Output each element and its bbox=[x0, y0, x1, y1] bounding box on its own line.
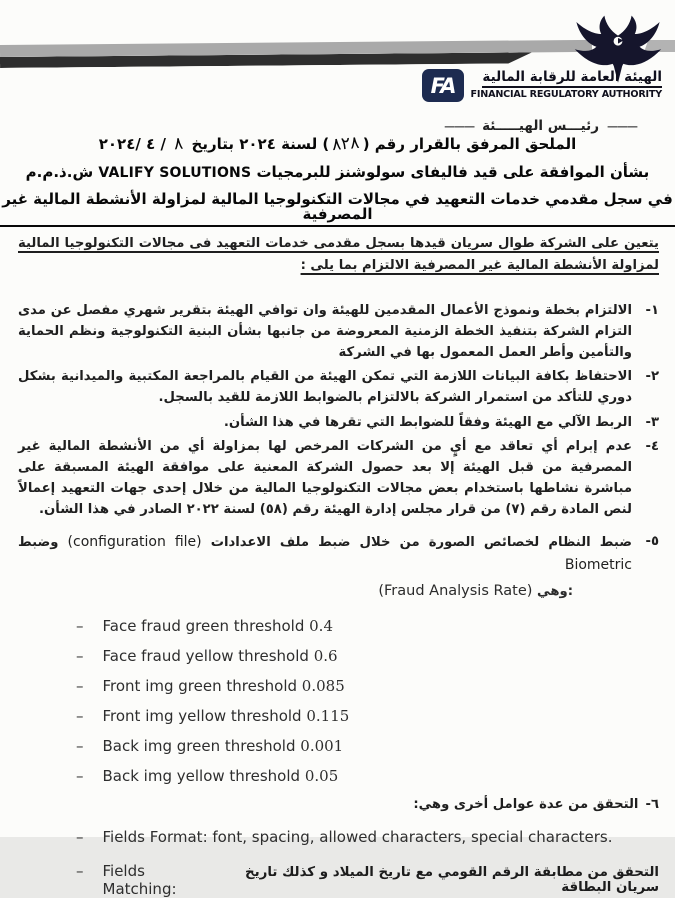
chairman-dash-right: ——— bbox=[607, 119, 637, 133]
fields-matching-item bbox=[18, 862, 659, 898]
obligation-item-2 bbox=[18, 366, 659, 408]
item-number: ٢- bbox=[645, 369, 659, 385]
dash-bullet-icon: – bbox=[76, 676, 84, 695]
threshold-list bbox=[18, 617, 659, 785]
fra-logo bbox=[422, 69, 662, 102]
fraud-analysis-rate-english: (Fraud Analysis Rate) bbox=[378, 582, 533, 599]
title-line2-arabic: بشأن الموافقة على قيد فاليفاى سولوشنز للبرمجيات bbox=[256, 163, 650, 181]
dash-bullet-icon: – bbox=[76, 827, 84, 846]
item5-arabic-1: ضبط النظام لخصائص الصورة من خلال ضبط ملف الاعدادات bbox=[210, 535, 633, 551]
chairman-dash-left: ——— bbox=[444, 119, 475, 133]
item-number: ١- bbox=[645, 302, 659, 318]
fields-format-item bbox=[18, 828, 659, 846]
item-text: الربط الآلي مع الهيئة وفقاً للضوابط التي تقرها في هذا الشأن. bbox=[223, 414, 632, 430]
item-number: ٦- bbox=[645, 796, 659, 812]
threshold-label: Face fraud green threshold bbox=[102, 616, 305, 635]
company-name-english: VALIFY SOLUTIONS bbox=[98, 165, 252, 181]
item-text: عدم إبرام أي تعاقد مع أيٍ من الشركات المرخص لها بمزاولة أي من الأنشطة المالية غير المصرفية من قبل الهيئة إلا بعد حصول الشركة المعنية على موافقة الهيئة المسبقة على مباشرة نشاطها باستخدام بعض مجالات التكنولوجيا المالية من خلال إحدى جهات التعهيد إعمالاً لنص المادة رقم (٧) من قرار مجلس إدارة الهيئة رقم (٥٨) لسنة ٢٠٢٢ الصادر في هذا الشأن. bbox=[18, 438, 632, 517]
chairman-title bbox=[444, 118, 637, 134]
chairman-label: رئيـــس الهيـــــئة bbox=[482, 118, 599, 134]
item-text: التحقق من عدة عوامل أخرى وهي: bbox=[413, 796, 639, 812]
dash-bullet-icon: – bbox=[76, 766, 84, 785]
fraud-analysis-rate-arabic: وهي: bbox=[537, 583, 573, 599]
item5-biometric: Biometric bbox=[564, 556, 632, 573]
dash-bullet-icon: – bbox=[76, 616, 84, 635]
dash-bullet-icon: – bbox=[76, 861, 84, 880]
obligation-item-4 bbox=[18, 436, 659, 521]
threshold-item bbox=[76, 767, 659, 785]
threshold-value: 0.4 bbox=[309, 616, 333, 635]
intro-paragraph: يتعين على الشركة طوال سريان قيدها بسجل مقدمى خدمات التعهيد فى مجالات التكنولوجيا المالية لمزاولة الأنشطة المالية غير المصرفية الالتزام بما يلى : bbox=[18, 236, 659, 274]
obligation-item-1 bbox=[18, 300, 659, 363]
threshold-item bbox=[76, 707, 659, 725]
date-day-handwritten: ٨ bbox=[173, 133, 185, 155]
item-number: ٤- bbox=[645, 438, 659, 454]
dash-bullet-icon: – bbox=[76, 646, 84, 665]
threshold-value: 0.085 bbox=[301, 676, 345, 695]
item-text bbox=[18, 531, 632, 576]
threshold-value: 0.6 bbox=[313, 646, 338, 665]
threshold-label: Front img green threshold bbox=[102, 676, 298, 695]
obligations-list bbox=[18, 300, 659, 576]
threshold-item bbox=[76, 617, 659, 635]
threshold-value: 0.115 bbox=[306, 706, 350, 725]
title-line1-part3: / ٤ /٢٠٢٤ bbox=[98, 135, 166, 153]
title-line1-part1: الملحق المرفق بالقرار رقم ( bbox=[362, 135, 577, 153]
item-text: الاحتفاظ بكافة البيانات اللازمة التي تمكن الهيئة من القيام بالمراجعة المكتبية والميدانية بشكل دوري للتأكد من استمرار الشركة بالالتزام بالضوابط اللازمة للقيد بالسجل. bbox=[18, 369, 632, 406]
threshold-value: 0.05 bbox=[304, 766, 339, 785]
decree-title-line2 bbox=[0, 165, 675, 180]
threshold-label: Back img yellow threshold bbox=[102, 766, 301, 785]
document-body bbox=[18, 233, 659, 898]
item5-configuration-file: (configuration file) bbox=[67, 534, 202, 551]
fields-matching-label: Fields Matching: bbox=[102, 861, 177, 898]
obligation-item-6 bbox=[18, 797, 659, 812]
item-number: ٥- bbox=[645, 534, 659, 550]
fields-format-text: Fields Format: font, spacing, allowed characters, special characters. bbox=[102, 827, 613, 846]
item5-arabic-2: وضبط bbox=[18, 535, 59, 551]
threshold-label: Back img green threshold bbox=[102, 736, 296, 755]
fields-matching-arabic: التحقق من مطابقة الرقم القومي مع تاريخ الميلاد و كذلك تاريخ سريان البطاقة bbox=[244, 864, 659, 895]
threshold-label: Front img yellow threshold bbox=[102, 706, 302, 725]
threshold-item bbox=[76, 677, 659, 695]
threshold-item bbox=[76, 647, 659, 665]
company-legal-form: ش.ذ.م.م bbox=[25, 163, 94, 181]
threshold-value: 0.001 bbox=[300, 736, 344, 755]
fra-logo-mark: FA bbox=[422, 69, 464, 102]
obligation-item-3 bbox=[18, 412, 659, 433]
obligation-item-5 bbox=[18, 531, 659, 576]
title-line1-part2: ) لسنة ٢٠٢٤ بتاريخ bbox=[191, 135, 330, 153]
item-number: ٣- bbox=[645, 414, 659, 430]
item-text: الالتزام بخطة ونموذج الأعمال المقدمين للهيئة وان توافي الهيئة بتقرير شهري مفصل عن مدى التزام الشركة بتنفيذ الخطة الزمنية المعروضة من جانبها بشأن البنية التكنولوجية ونظم الحماية والتأمين وأطر العمل المعمول بها في الشركة bbox=[18, 302, 632, 361]
decree-title-line1 bbox=[0, 132, 675, 156]
dash-bullet-icon: – bbox=[76, 736, 84, 755]
authority-name-arabic: الهيئة العامة للرقابة المالية bbox=[482, 69, 662, 88]
title-line3-text: في سجل مقدمي خدمات التعهيد في مجالات التكنولوجيا المالية لمزاولة الأنشطة المالية غير المصرفية bbox=[0, 192, 675, 227]
decree-title-line3 bbox=[0, 192, 675, 227]
threshold-item bbox=[76, 737, 659, 755]
threshold-label: Face fraud yellow threshold bbox=[102, 646, 309, 665]
decision-number-handwritten: ٨٢٨ bbox=[331, 132, 361, 156]
decree-title-block bbox=[0, 132, 675, 239]
fraud-analysis-rate-line bbox=[18, 583, 659, 599]
authority-name-english: FINANCIAL REGULATORY AUTHORITY bbox=[470, 89, 662, 100]
fra-logo-names bbox=[471, 69, 662, 100]
dash-bullet-icon: – bbox=[76, 706, 84, 725]
